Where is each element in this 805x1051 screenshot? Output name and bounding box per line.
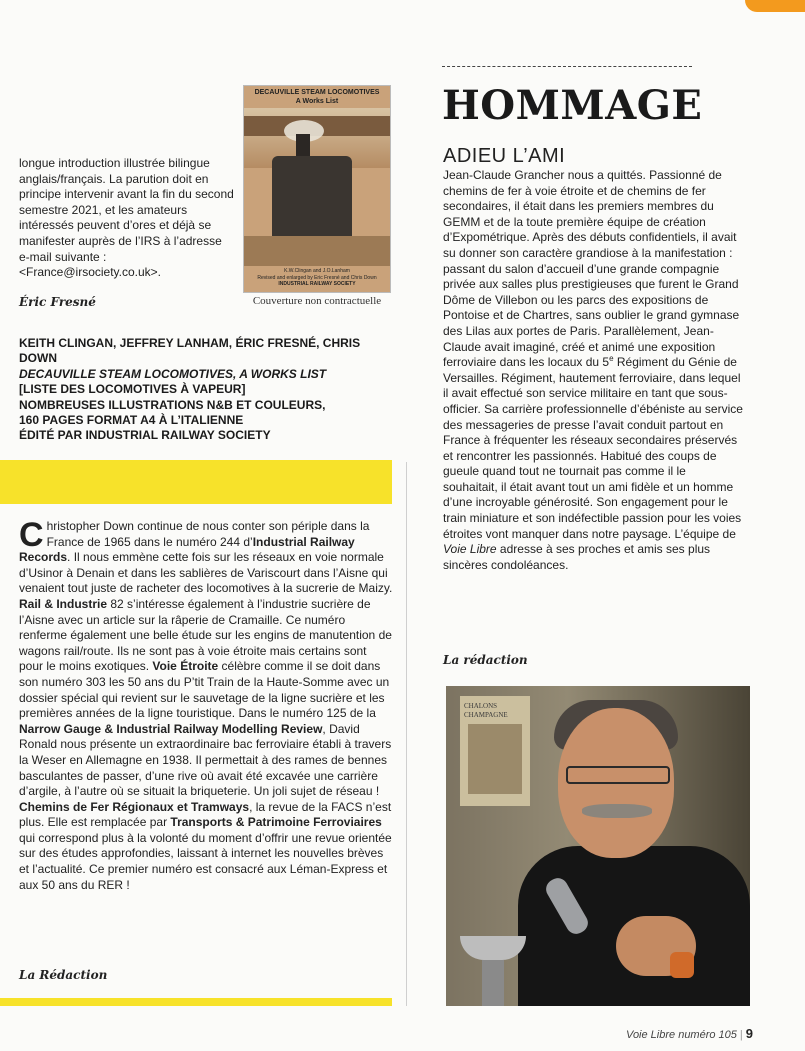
yellow-bar-top — [0, 460, 392, 504]
cover-title-line1: DECAUVILLE STEAM LOCOMOTIVES — [254, 89, 380, 96]
book-illustrations: NOMBREUSES ILLUSTRATIONS N&B ET COULEURS, — [19, 397, 326, 412]
book-publisher: ÉDITÉ PAR INDUSTRIAL RAILWAY SOCIETY — [19, 428, 271, 443]
article-ri: Rail & Industrie — [19, 596, 108, 611]
poster-image — [468, 724, 522, 794]
hommage-text-1: Jean-Claude Grancher nous a quittés. Passionné de chemins de fer à voie étroite et de chemins de fer secondaires, il était dans les premiers membres du GEMM et de la toute première équipe de création d’Expométrique. Après des débuts confidentiels, il avait su donner son caractère grandiose à la manifestation : passant du salon d’accueil d’une grande compagnie privée aux salles plus prestigieuses que furent le Grand Dôme de Villebon ou les parcs des expositions de Pontoise et de Chartres, sans oublier le grand gymnase des Lilas aux portes de Paris. Parallèlement, Jean-Claude avait imaginé, créé et animé une exposition ferroviaire dans les locaux du 5 — [443, 168, 740, 370]
hommage-vl: Voie Libre — [443, 542, 497, 557]
footer-magazine: Voie Libre numéro 105 — [626, 1029, 737, 1041]
page-footer — [626, 1026, 753, 1041]
article-ng: Narrow Gauge & Industrial Railway Modelling Review — [19, 721, 323, 736]
photo-poster — [460, 696, 530, 806]
hommage-text-3: adresse à ses proches et amis ses plus sincères condoléances. — [443, 542, 711, 572]
article-text-7: qui correspond plus à la volonté du moment d’offrir une revue orientée sur des études approfondies, laissant à internet les nouvelles brèves et l’actualité. Ce premier numéro est consacré aux Léman-Express et aux 50 ans du RER ! — [19, 830, 392, 892]
photo-mustache — [582, 804, 652, 818]
cover-title-line2: A Works List — [295, 98, 339, 105]
book-subtitle: [LISTE DES LOCOMOTIVES À VAPEUR] — [19, 382, 246, 397]
hommage-title: HOMMAGE — [442, 82, 703, 129]
hommage-text — [443, 168, 743, 573]
hommage-subtitle: ADIEU L’AMI — [443, 145, 566, 167]
cover-authors: K.W.Clingan and J.O.Lanham — [284, 268, 350, 274]
portrait-photo — [446, 686, 750, 1006]
article-text-1: hristopher Down continue de nous conter son périple dans la France de 1965 dans le numéro 244 d’ — [46, 519, 370, 549]
article-text-2: . Il nous emmène cette fois sur les réseaux en voie normale d’Usinor à Denain et dans les sablières de Variscourt dans l’Aisne qui venaient tout juste de racheter des locomotives à la sucrerie de Maizy. — [19, 550, 393, 596]
corner-tab — [745, 0, 805, 12]
column-divider — [406, 462, 407, 1006]
intro-paragraph: longue introduction illustrée bilingue anglais/français. La parution doit en principe intervenir avant la fin du second semestre 2021, et les amateurs intéressés peuvent d’ores et déjà se manifester auprès de l’IRS à l’adresse e-mail suivante : <France@irsociety.co.uk>. — [19, 156, 234, 280]
article-tp: Transports & Patrimoine Ferroviaires — [170, 815, 382, 830]
photo-trophy-base — [482, 960, 504, 1006]
cover-credits — [244, 268, 390, 288]
article-text-6: , la revue de la FACS n’est plus. Elle est remplacée par — [19, 799, 392, 830]
drop-cap: C — [19, 516, 44, 554]
book-title: DECAUVILLE STEAM LOCOMOTIVES, A WORKS LIST — [19, 366, 327, 381]
dashed-rule — [442, 66, 692, 67]
article-text-3: 82 s’intéresse également à l’industrie sucrière de l’Aisne avec un article sur la râperie de Cramaille. Ce numéro renferme également une belle étude sur les engins de manutention de wagons rail/route. Ils ne sont pas à voie étroite mais certains sont pour le moins exotiques. — [19, 596, 392, 674]
page-number: 9 — [745, 1026, 753, 1041]
intro-signature: Éric Fresné — [19, 295, 96, 309]
book-info — [19, 336, 399, 444]
poster-line1: CHALONS — [464, 702, 498, 710]
cover-locomotive — [272, 156, 352, 236]
hommage-text-2: Régiment du Génie de Versailles. Régiment, hautement ferroviaire, dans lequel il avait effectué son service militaire en tant que sous-officier. Sa carrière professionnelle d’ébéniste au service des messageries de presse l’avait conduit partout en France à fréquenter les réseaux secondaires préservés et rencontrer les passionnés. Habitué des coups de gueule quand tout ne tournait pas comme il le souhaitait, il était avant tout un ami fidèle et un homme d’une incroyable générosité. Son engagement pour le train miniature et son indéfectible passion pour les voies étroites vont manquer dans notre paysage. L’équipe de — [443, 355, 743, 541]
hommage-signature: La rédaction — [443, 653, 528, 667]
book-cover-image — [244, 86, 390, 292]
book-format: 160 PAGES FORMAT A4 À L’ITALIENNE — [19, 413, 244, 428]
article-text-5: , David Ronald nous présente un extraordinaire bac ferroviaire établi à travers la Weser en Allemagne en 1938. Il permettait à des rames de bennes basculantes de passer, d’une rive où avait été excavée une carrière d’argile, à l’autre où se situait la briqueterie. Un joli sujet de réseau ! — [19, 721, 392, 799]
article-irr: Industrial Railway Records — [19, 534, 355, 565]
cover-ground — [244, 236, 390, 266]
article-cf: Chemins de Fer Régionaux et Tramways — [19, 799, 250, 814]
cover-revised: Revised and enlarged by Eric Fresné and Chris Down — [257, 274, 377, 281]
cover-caption: Couverture non contractuelle — [252, 295, 382, 307]
hommage-sup: e — [609, 354, 614, 364]
article-ve: Voie Étroite — [152, 659, 219, 674]
yellow-bar-bottom — [0, 998, 392, 1006]
footer-separator: | — [739, 1029, 743, 1041]
review-article — [19, 516, 393, 893]
article-text-4: célèbre comme il se doit dans son numéro 303 les 50 ans du P’tit Train de la Haute-Somme avec un dossier spécial qui revient sur le sauvetage de la ligne sucrière et les premières années de la ligne touristique. Dans le numéro 125 de la — [19, 659, 390, 721]
book-authors: KEITH CLINGAN, JEFFREY LANHAM, ÉRIC FRESNÉ, CHRIS DOWN — [19, 336, 361, 366]
cover-publisher: INDUSTRIAL RAILWAY SOCIETY — [278, 281, 356, 287]
poster-text — [464, 702, 508, 720]
photo-glasses — [566, 766, 670, 784]
photo-watch — [670, 952, 694, 978]
article-signature: La Rédaction — [19, 968, 108, 982]
cover-title — [244, 88, 390, 106]
poster-line2: CHAMPAGNE — [464, 711, 508, 719]
